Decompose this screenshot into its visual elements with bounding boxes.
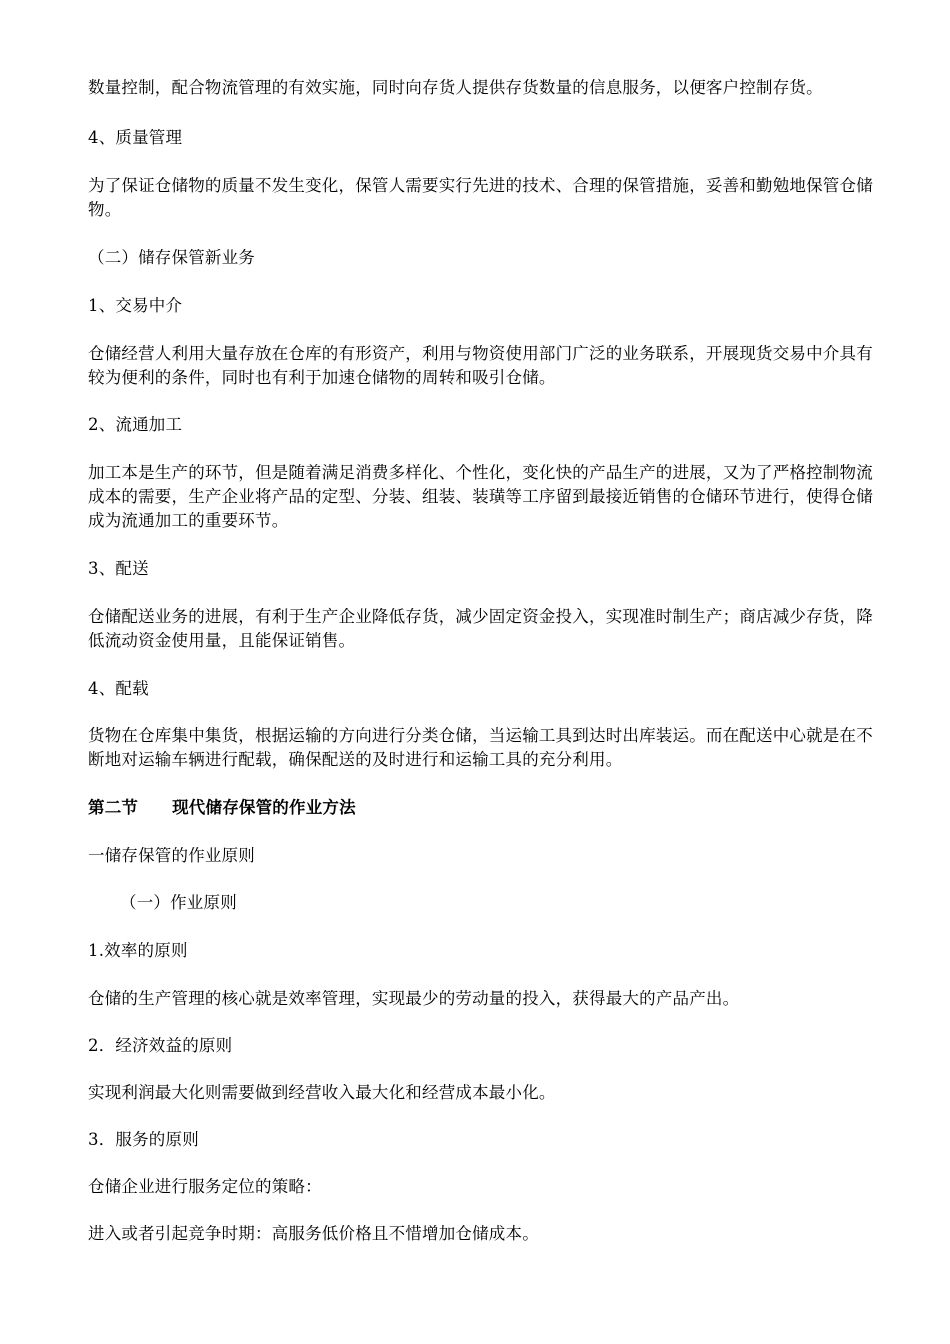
paragraph-service-strategy: 仓储企业进行服务定位的策略： <box>88 1177 322 1196</box>
heading-new-business: （二）储存保管新业务 <box>88 248 255 267</box>
paragraph-economic-benefit: 实现利润最大化则需要做到经营收入最大化和经营成本最小化。 <box>88 1083 556 1102</box>
paragraph-competition-period: 进入或者引起竞争时期：高服务低价格且不惜增加仓储成本。 <box>88 1224 539 1243</box>
section-number: 第二节 <box>88 798 139 817</box>
paragraph-stowage: 货物在仓库集中集货，根据运输的方向进行分类仓储，当运输工具到达时出库装运。而在配送中心就是在不断地对运输车辆进行配载，确保配送的及时进行和运输工具的充分利用。 <box>88 726 873 769</box>
heading-distribution: 3、配送 <box>88 559 149 578</box>
paragraph-quality: 为了保证仓储物的质量不发生变化，保管人需要实行先进的技术、合理的保管措施，妥善和勤勉地保管仓储物。 <box>88 176 873 219</box>
section-heading <box>88 796 878 820</box>
heading-quality-management: 4、质量管理 <box>88 128 183 147</box>
heading-efficiency-principle: 1.效率的原则 <box>88 941 188 960</box>
section-title: 现代储存保管的作业方法 <box>172 798 356 817</box>
paragraph-trade-intermediary: 仓储经营人利用大量存放在仓库的有形资产，利用与物资使用部门广泛的业务联系，开展现货交易中介具有较为便利的条件，同时也有利于加速仓储物的周转和吸引仓储。 <box>88 344 873 387</box>
paragraph-circulation-processing: 加工本是生产的环节，但是随着满足消费多样化、个性化，变化快的产品生产的进展，又为了严格控制物流成本的需要，生产企业将产品的定型、分装、组装、装璜等工序留到最接近销售的仓储环节进行，使得仓储成为流通加工的重要环节。 <box>88 463 873 530</box>
heading-economic-benefit-principle: 2．经济效益的原则 <box>88 1036 233 1055</box>
heading-trade-intermediary: 1、交易中介 <box>88 296 183 315</box>
heading-work-principles: （一）作业原则 <box>120 893 237 912</box>
paragraph-quantity-control: 数量控制，配合物流管理的有效实施，同时向存货人提供存货数量的信息服务，以便客户控制存货。 <box>88 78 823 97</box>
heading-stowage: 4、配载 <box>88 679 149 698</box>
heading-service-principle: 3．服务的原则 <box>88 1130 199 1149</box>
heading-operation-principles: 一储存保管的作业原则 <box>88 846 255 865</box>
heading-circulation-processing: 2、流通加工 <box>88 415 183 434</box>
paragraph-distribution: 仓储配送业务的进展，有利于生产企业降低存货，减少固定资金投入，实现准时制生产；商店减少存货，降低流动资金使用量，且能保证销售。 <box>88 607 873 650</box>
paragraph-efficiency: 仓储的生产管理的核心就是效率管理，实现最少的劳动量的投入，获得最大的产品产出。 <box>88 989 740 1008</box>
